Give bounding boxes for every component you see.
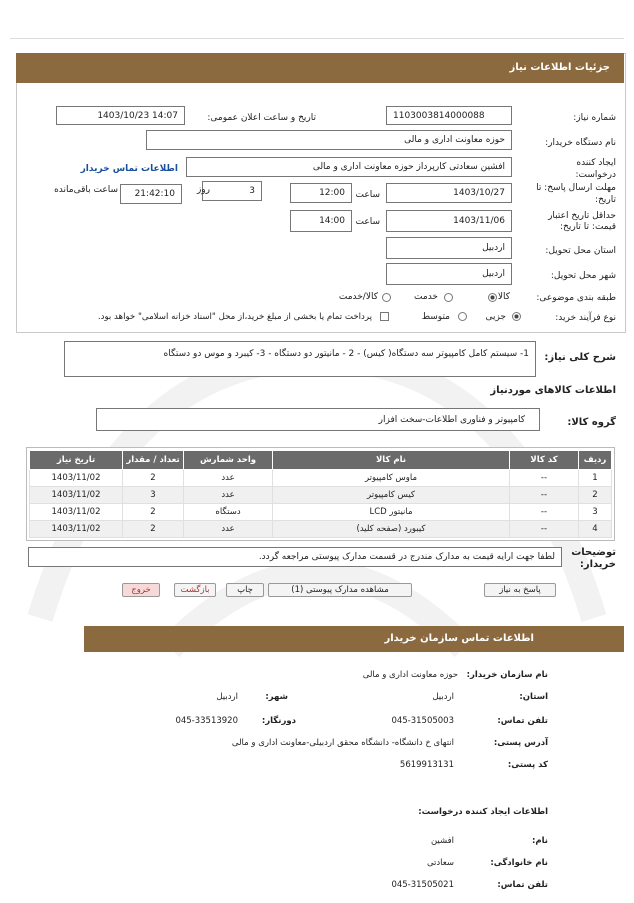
details-header <box>16 53 624 83</box>
cell-row: 1 <box>579 470 612 487</box>
deadline-label-2: تاریخ: <box>595 195 616 205</box>
cell-name: کیبورد (صفحه کلید) <box>273 521 510 538</box>
validity-label-1: حداقل تاریخ اعتبار <box>548 211 616 221</box>
cell-qty: 2 <box>123 504 184 521</box>
cell-date: 1403/11/02 <box>30 504 123 521</box>
contact-org-label: نام سازمان خریدار: <box>466 670 548 680</box>
creator-first-name: افشین <box>430 836 454 846</box>
announce-label: تاریخ و ساعت اعلان عمومی: <box>207 113 316 123</box>
exit-button[interactable]: خروج <box>122 583 160 597</box>
cell-qty: 3 <box>123 487 184 504</box>
remaining-label: ساعت باقی‌مانده <box>54 185 118 195</box>
contact-city: اردبیل <box>216 692 238 702</box>
print-button[interactable]: چاپ <box>226 583 264 597</box>
table-row <box>30 470 612 487</box>
cell-date: 1403/11/02 <box>30 487 123 504</box>
category-label: طبقه بندی موضوعی: <box>536 293 616 303</box>
table-row <box>30 521 612 538</box>
payment-note: پرداخت تمام یا بخشی از مبلغ خرید،از محل "اسناد خزانه اسلامی" خواهد بود. <box>97 312 372 322</box>
contact-address: انتهای خ دانشگاه- دانشگاه محقق اردبیلی-معاونت اداری و مالی <box>231 738 454 748</box>
col-qty: تعداد / مقدار <box>123 451 184 470</box>
province-label: استان محل تحویل: <box>545 246 616 256</box>
reply-button[interactable]: پاسخ به نیاز <box>484 583 556 597</box>
buyer-contact-link[interactable]: اطلاعات تماس خریدار <box>80 164 178 174</box>
announce-field: 1403/10/23 14:07 <box>56 106 185 125</box>
cell-name: کیس کامپیوتر <box>273 487 510 504</box>
category-radio-both[interactable] <box>382 293 391 305</box>
category-option-service: خدمت <box>414 292 438 302</box>
category-option-both: کالا/خدمت <box>338 292 378 302</box>
process-radio-minor[interactable] <box>512 312 521 324</box>
summary-label: شرح کلی نیاز: <box>544 352 616 363</box>
validity-label-2: قیمت: تا تاریخ: <box>560 222 616 232</box>
deadline-time-field: 12:00 <box>290 183 352 203</box>
cell-qty: 2 <box>123 470 184 487</box>
goods-group-field: کامپیوتر و فناوری اطلاعات-سخت افزار <box>96 408 540 431</box>
contact-title: اطلاعات تماس سازمان خریدار <box>384 633 534 644</box>
col-unit: واحد شمارش <box>184 451 273 470</box>
top-divider <box>10 38 624 39</box>
cell-code: -- <box>510 470 579 487</box>
contact-postal-label: کد پستی: <box>507 760 548 770</box>
col-row: ردیف <box>579 451 612 470</box>
attachments-button[interactable]: مشاهده مدارک پیوستی (1) <box>268 583 412 597</box>
contact-province-label: استان: <box>519 692 548 702</box>
cell-date: 1403/11/02 <box>30 521 123 538</box>
deadline-time-label: ساعت <box>355 190 380 200</box>
deadline-date-field: 1403/10/27 <box>386 183 512 203</box>
city-field: اردبیل <box>386 263 512 285</box>
process-option-minor: جزیی <box>485 312 506 322</box>
deadline-label-1: مهلت ارسال پاسخ: تا <box>536 183 616 193</box>
city-label: شهر محل تحویل: <box>550 271 616 281</box>
remaining-time-field: 21:42:10 <box>120 184 182 204</box>
category-option-goods: کالا <box>497 292 510 302</box>
cell-unit: عدد <box>184 470 273 487</box>
items-table-wrap <box>26 447 615 541</box>
back-button[interactable]: بازگشت <box>174 583 216 597</box>
checkbox-icon <box>380 312 389 321</box>
table-row <box>30 487 612 504</box>
table-row <box>30 504 612 521</box>
buyer-notes-label-2: خریدار: <box>579 559 616 570</box>
contact-postal: 5619913131 <box>399 760 454 770</box>
cell-name: مانیتور LCD <box>273 504 510 521</box>
category-radio-service[interactable] <box>444 293 453 305</box>
validity-time-field: 14:00 <box>290 210 352 232</box>
cell-row: 2 <box>579 487 612 504</box>
days-field: 3 <box>202 181 262 201</box>
process-radio-medium[interactable] <box>458 312 467 324</box>
contact-address-label: آدرس پستی: <box>493 738 548 748</box>
radio-icon <box>444 293 453 302</box>
buyer-notes-label-1: توضیحات <box>571 547 616 558</box>
province-field: اردبیل <box>386 237 512 259</box>
days-label: روز <box>196 185 210 195</box>
payment-checkbox[interactable] <box>380 312 389 324</box>
radio-icon <box>512 312 521 321</box>
contact-org: حوزه معاونت اداری و مالی <box>362 670 458 680</box>
creator-phone-label: تلفن تماس: <box>497 880 548 890</box>
contact-phone: 045-31505003 <box>391 716 454 726</box>
buyer-org-label: نام دستگاه خریدار: <box>545 138 616 148</box>
creator-last-name-label: نام خانوادگی: <box>490 858 548 868</box>
contact-province: اردبیل <box>432 692 454 702</box>
cell-code: -- <box>510 487 579 504</box>
radio-icon <box>458 312 467 321</box>
creator-first-name-label: نام: <box>531 836 548 846</box>
cell-code: -- <box>510 504 579 521</box>
contact-header <box>84 626 624 652</box>
col-code: کد کالا <box>510 451 579 470</box>
items-table <box>29 450 612 538</box>
cell-unit: عدد <box>184 487 273 504</box>
contact-fax-label: دورنگار: <box>261 716 296 726</box>
cell-unit: عدد <box>184 521 273 538</box>
cell-date: 1403/11/02 <box>30 470 123 487</box>
creator-label-2: درخواست: <box>575 170 616 180</box>
buyer-org-field: حوزه معاونت اداری و مالی <box>146 130 512 150</box>
validity-date-field: 1403/11/06 <box>386 210 512 232</box>
creator-label-1: ایجاد کننده <box>576 158 616 168</box>
creator-last-name: سعادتی <box>426 858 454 868</box>
goods-section-title: اطلاعات کالاهای موردنیاز <box>490 385 616 396</box>
need-number-label: شماره نیاز: <box>573 113 616 123</box>
contact-fax: 045-33513920 <box>175 716 238 726</box>
creator-info-title: اطلاعات ایجاد کننده درخواست: <box>418 807 548 817</box>
col-date: تاریخ نیاز <box>30 451 123 470</box>
col-name: نام کالا <box>273 451 510 470</box>
contact-city-label: شهر: <box>265 692 288 702</box>
cell-qty: 2 <box>123 521 184 538</box>
process-option-medium: متوسط <box>421 312 450 322</box>
details-title: جزئیات اطلاعات نیاز <box>509 62 610 73</box>
cell-row: 3 <box>579 504 612 521</box>
radio-icon <box>488 293 497 302</box>
buyer-notes-field: لطفا جهت ارایه قیمت به مدارک مندرج در قسمت مدارک پیوستی مراجعه گردد. <box>28 547 562 567</box>
cell-unit: دستگاه <box>184 504 273 521</box>
need-number-field: 1103003814000088 <box>386 106 512 125</box>
category-radio-goods[interactable] <box>488 293 497 305</box>
contact-phone-label: تلفن تماس: <box>497 716 548 726</box>
validity-time-label: ساعت <box>355 217 380 227</box>
creator-field: افشین سعادتی کارپرداز حوزه معاونت اداری و مالی <box>186 157 512 177</box>
process-label: نوع فرآیند خرید: <box>555 313 616 323</box>
goods-group-label: گروه کالا: <box>567 417 616 428</box>
creator-phone: 045-31505021 <box>391 880 454 890</box>
cell-name: ماوس کامپیوتر <box>273 470 510 487</box>
cell-row: 4 <box>579 521 612 538</box>
radio-icon <box>382 293 391 302</box>
cell-code: -- <box>510 521 579 538</box>
summary-field: 1- سیستم کامل کامپیوتر سه دستگاه( کیس) - 2 - مانیتور دو دستگاه - 3- کیبرد و موس دو دستگاه <box>64 341 536 377</box>
